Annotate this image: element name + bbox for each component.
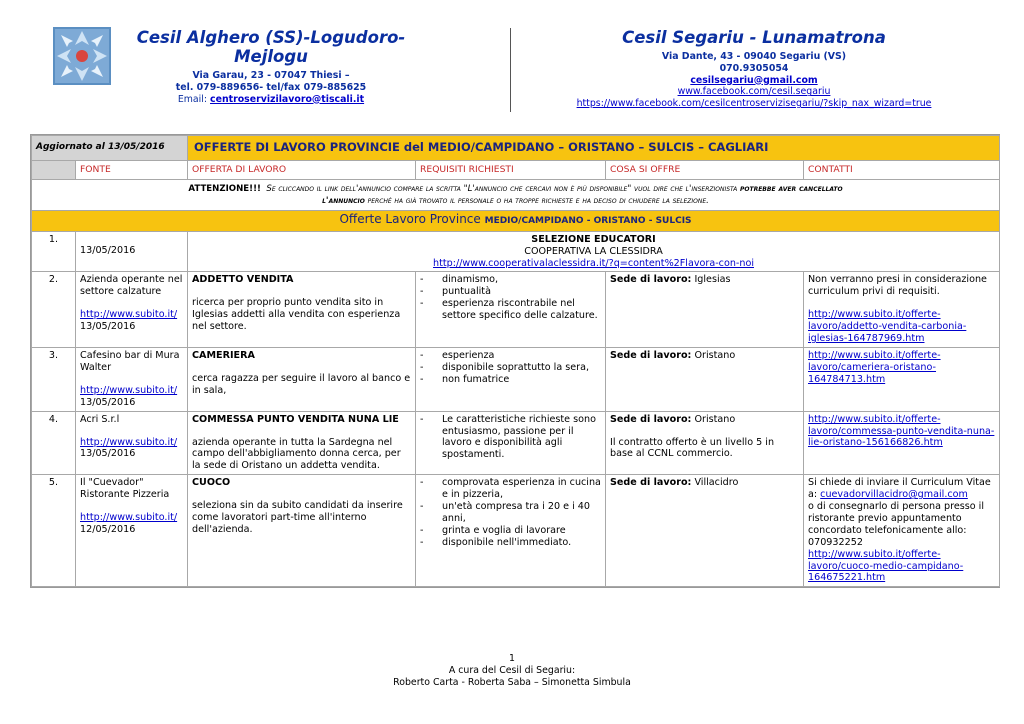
column-header-row [32,160,1000,179]
header-left-office [117,28,425,105]
contact-text: Non verranno presi in considerazione curriculum privi di requisiti. [808,274,987,298]
source-name: Acri S.r.l [80,413,120,425]
sede-value: Oristano [691,413,736,425]
row-contacts-cell [804,411,1000,475]
row-requirements-cell [416,347,606,411]
list-item: - puntualità [420,286,601,298]
attention-row [32,179,1000,210]
document-header [0,0,1024,120]
contact-text-1: Si chiede di inviare il Curriculum Vitae a: [808,477,991,501]
row-contacts-cell [804,347,1000,411]
row-source-cell [76,411,188,475]
attention-bold-1: potrebbe aver cancellato [739,183,843,194]
source-link[interactable]: http://www.subito.it/ [80,384,178,396]
row-offer-cell [188,272,416,348]
sede-value: Villacidro [691,477,739,489]
list-item: - comprovata esperienza in cucina e in pizzeria, [420,477,601,501]
left-office-phone: tel. 079-889656- tel/fax 079-885625 [175,81,367,93]
list-item: - un'età compresa tra i 20 e i 40 anni, [420,501,601,525]
row-offers-cell [606,347,804,411]
job-offers-table [31,135,1000,587]
right-office-address: Via Dante, 43 - 09040 Segariu (VS) [661,51,847,62]
right-office-email-link[interactable]: cesilsegariu@gmail.com [690,74,818,86]
list-item: - disponibile nell'immediato. [420,537,601,549]
source-name: Il "Cuevador" Ristorante Pizzeria [80,477,170,501]
requirements-list [420,414,601,462]
sede-value: Iglesias [691,274,731,286]
row-offers-cell [606,411,804,475]
row-date: 12/05/2016 [80,523,136,535]
job-title: COMMESSA PUNTO VENDITA NUNA LIE [192,413,399,425]
page-footer [0,653,1024,689]
row-number: 2. [32,272,76,348]
column-header-offerta: OFFERTA DI LAVORO [188,160,416,179]
footer-line-1: A cura del Cesil di Segariu: [448,665,576,676]
row-requirements-cell [416,411,606,475]
row-offer-cell [188,411,416,475]
row-number: 4. [32,411,76,475]
table-row [32,231,1000,272]
source-link[interactable]: http://www.subito.it/ [80,436,178,448]
job-offers-table-container [30,134,1000,588]
email-label: Email: [177,93,211,105]
sede-label: Sede di lavoro: [610,413,692,425]
job-description: seleziona sin da subito candidati da inserire come lavoratori part-time all'interno dell'azienda. [192,500,403,535]
table-row [32,475,1000,587]
job-title: ADDETTO VENDITA [192,274,294,286]
title-row [32,136,1000,161]
right-office-title: Cesil Segariu - Lunamatrona [622,28,886,47]
updated-date: Aggiornato al 13/05/2016 [32,136,188,161]
sede-label: Sede di lavoro: [610,349,692,361]
attention-bold-2: l'annuncio [322,195,365,206]
left-office-address: Via Garau, 23 - 07047 Thiesi – [192,70,350,81]
list-item: - Le caratteristiche richieste sono entusiasmo, passione per il lavoro e disponibilità agli spostamenti. [420,414,601,462]
column-header-fonte: FONTE [76,160,188,179]
row-date: 13/05/2016 [80,396,136,408]
source-name: Azienda operante nel settore calzature [80,274,183,298]
attention-label: ATTENZIONE!!! [188,183,261,194]
header-right-office [514,28,994,110]
table-row [32,411,1000,475]
contact-link[interactable]: http://www.subito.it/offerte-lavoro/addetto-vendita-carbonia-iglesias-164787969.htm [808,309,967,345]
table-row [32,272,1000,348]
offer-company: COOPERATIVA LA CLESSIDRA [524,245,663,257]
left-office-email-line [117,94,425,106]
row-number: 3. [32,347,76,411]
job-title: CAMERIERA [192,349,255,361]
column-header-contatti: CONTATTI [804,160,1000,179]
requirements-list [420,274,601,322]
list-item: - dinamismo, [420,274,601,286]
row-offers-cell [606,475,804,587]
sede-value: Oristano [691,349,736,361]
row-offer-cell [188,347,416,411]
offer-extra: Il contratto offerto è un livello 5 in base al CCNL commercio. [610,436,775,460]
column-header-requisiti: REQUISITI RICHIESTI [416,160,606,179]
list-item: - disponibile soprattutto la sera, [420,362,601,374]
cesil-logo [53,27,111,85]
main-title: OFFERTE DI LAVORO PROVINCIE del MEDIO/CAMPIDANO – ORISTANO – SULCIS – CAGLIARI [188,136,1000,161]
row-offer-cell [188,475,416,587]
row-contacts-cell [804,272,1000,348]
list-item: - non fumatrice [420,374,601,386]
requirements-list [420,350,601,386]
row-date: 13/05/2016 [80,321,136,333]
page-number: 1 [509,653,515,664]
row-date: 13/05/2016 [80,244,136,256]
column-header-cosa-si-offre: COSA SI OFFRE [606,160,804,179]
attention-notice [32,179,1000,210]
sede-label: Sede di lavoro: [610,477,692,489]
table-row [32,347,1000,411]
requirements-list [420,477,601,548]
sede-label: Sede di lavoro: [610,274,692,286]
section-title-small: MEDIO/CAMPIDANO - ORISTANO - SULCIS [484,215,692,226]
facebook-link-1[interactable]: www.facebook.com/cesil.segariu [677,86,831,98]
list-item: - esperienza riscontrabile nel settore specifico delle calzature. [420,298,601,322]
contact-link[interactable]: http://www.subito.it/offerte-lavoro/cameriera-oristano-164784713.htm [808,349,941,385]
attention-text-1: Se cliccando il link dell'annuncio compare la scritta "L'annuncio che cercavi non è più disponibile" vuol dire che l'inserzionista [266,183,740,194]
job-description: cerca ragazza per seguire il lavoro al banco e in sala, [192,372,411,396]
row-number: 1. [32,231,76,272]
source-name: Cafesino bar di Mura Walter [80,349,180,373]
section-title [32,210,1000,231]
list-item: - grinta e voglia di lavorare [420,525,601,537]
list-item: - esperienza [420,350,601,362]
right-office-phone: 070.9305054 [719,62,789,74]
row-source-cell [76,231,188,272]
job-description: azienda operante in tutta la Sardegna nel campo dell'abbigliamento donna cerca, per la sede di Oristano un addetta vendita. [192,436,401,472]
row-requirements-cell [416,475,606,587]
footer-line-2: Roberto Carta - Roberta Saba – Simonetta Simbula [393,677,631,688]
section-row [32,210,1000,231]
row-date: 13/05/2016 [80,448,136,460]
section-title-text: Offerte Lavoro Province [339,211,485,226]
row-source-cell [76,475,188,587]
row-source-cell [76,347,188,411]
job-title: CUOCO [192,477,231,489]
left-office-title: Cesil Alghero (SS)-Logudoro-Mejlogu [136,28,406,66]
row-requirements-cell [416,272,606,348]
header-divider [510,28,511,112]
facebook-link-2[interactable]: https://www.facebook.com/cesilcentroservizisegariu/?skip_nax_wizard=true [576,98,932,110]
row-contacts-cell [804,475,1000,587]
job-description: ricerca per proprio punto vendita sito in Iglesias addetti alla vendita con esperienza nel settore. [192,297,401,333]
contact-link[interactable]: http://www.subito.it/offerte-lavoro/cuoco-medio-campidano-164675221.htm [808,548,964,584]
contact-link[interactable]: http://www.subito.it/offerte-lavoro/commessa-punto-vendita-nuna-lie-oristano-156166826.htm [808,413,995,449]
row-offer-merged [188,231,1000,272]
column-header-blank [32,160,76,179]
left-office-email-link[interactable]: centroservizilavoro@tiscali.it [210,93,365,105]
source-link[interactable]: http://www.subito.it/ [80,309,178,321]
row-source-cell [76,272,188,348]
offer-title: SELEZIONE EDUCATORI [531,233,656,245]
source-link[interactable]: http://www.subito.it/ [80,512,178,524]
offer-link[interactable]: http://www.cooperativalaclessidra.it/?q=content%2Flavora-con-noi [433,257,754,269]
contact-text-2: o di consegnarlo di persona presso il ristorante previo appuntamento concordato telefonicamente allo: 070932252 [808,501,985,548]
row-offers-cell [606,272,804,348]
contact-email-link[interactable]: cuevadorvillacidro@gmail.com [820,489,968,501]
row-number: 5. [32,475,76,587]
attention-text-2: perché ha già trovato il personale o ha troppe richieste e ha deciso di chiudere la selezione. [364,195,709,206]
